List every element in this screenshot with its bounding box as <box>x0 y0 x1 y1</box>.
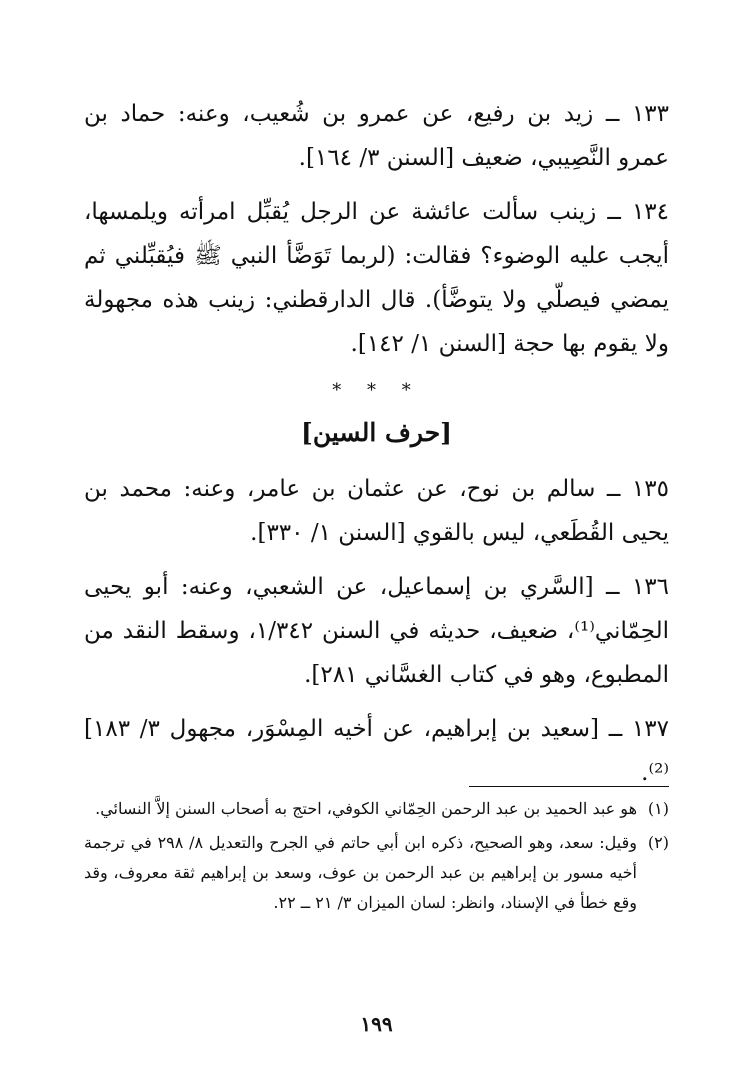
section-separator: * * * <box>332 380 421 401</box>
footnote-1 <box>84 794 669 824</box>
entry-134: ١٣٤ ــ زينب سألت عائشة عن الرجل يُقبِّل امرأته ويلمسها، أيجب عليه الوضوء؟ فقالت: (لربما تَوَضَّأ النبي ﷺ فيُقبِّلني ثم يمضي فيصلّي ولا يتوضَّأ). قال الدارقطني: زينب هذه مجهولة ولا يقوم بها حجة [السنن ١/ ١٤٢]. <box>84 199 669 357</box>
entry-135: ١٣٥ ــ سالم بن نوح، عن عثمان بن عامر، وعنه: محمد بن يحيى القُطَعي، ليس بالقوي [السنن ١/ ٣٣٠]. <box>84 476 669 546</box>
page-number: ١٩٩ <box>360 1012 393 1036</box>
footnote-number: (١) <box>647 799 669 818</box>
entry-136: ١٣٦ ــ [السَّري بن إسماعيل، عن الشعبي، وعنه: أبو يحيى الحِمّاني⁽¹⁾، ضعيف، حديثه في السنن ١/٣٤٢، وسقط النقد من المطبوع، وهو في كتاب الغسَّاني ٢٨١]. <box>84 574 670 688</box>
footnote-divider <box>469 786 669 787</box>
main-text <box>84 92 669 805</box>
entry-133: ١٣٣ ــ زيد بن رفيع، عن عمرو بن شُعيب، وعنه: حماد بن عمرو النَّصِيبي، ضعيف [السنن ٣/ ١٦٤]. <box>84 101 669 171</box>
footnotes <box>84 794 669 922</box>
footnote-2 <box>84 828 669 918</box>
footnote-text: هو عبد الحميد بن عبد الرحمن الحِمّاني الكوفي، احتج به أصحاب السنن إلاَّ النسائي. <box>95 799 637 818</box>
section-title: [حرف السين] <box>301 418 452 447</box>
footnote-number: (٢) <box>647 833 669 852</box>
entry-137: ١٣٧ ــ [سعيد بن إبراهيم، عن أخيه المِسْوَر، مجهول ٣/ ١٨٣]⁽²⁾. <box>84 716 670 786</box>
footnote-text: وقيل: سعد، وهو الصحيح، ذكره ابن أبي حاتم في الجرح والتعديل ٨/ ٢٩٨ في ترجمة أخيه مسور بن إبراهيم بن عبد الرحمن بن عوف، وسعد بن إبراهيم ثقة معروف، وقد وقع خطأ في الإسناد، وانظر: لسان الميزان ٣/ ٢١ ــ ٢٢. <box>84 833 638 912</box>
